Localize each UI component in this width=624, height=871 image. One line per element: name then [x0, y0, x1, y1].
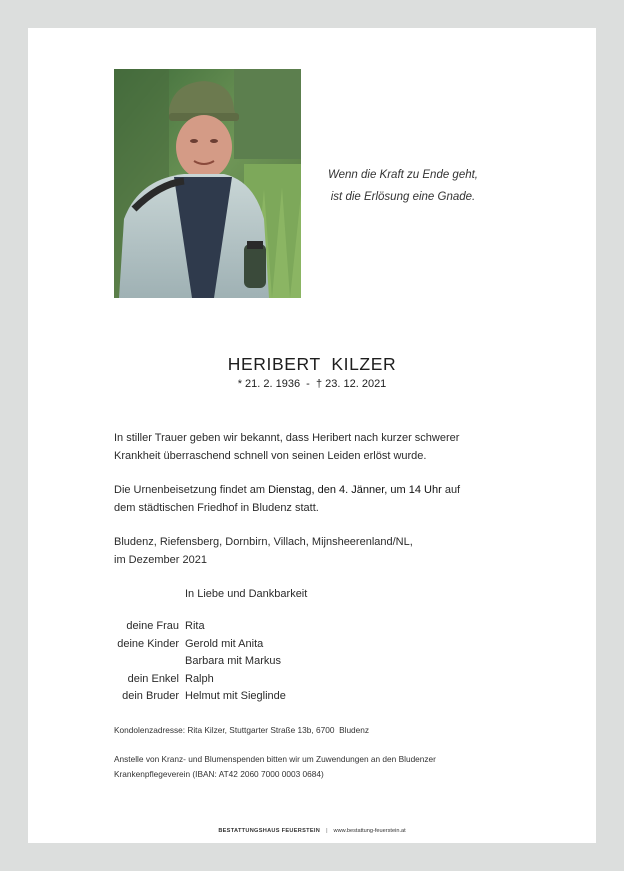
relative-names: Rita: [185, 620, 205, 632]
announcement-text: [114, 429, 459, 465]
relative-relation: dein Enkel: [127, 672, 179, 685]
relative-relation: [114, 653, 185, 671]
quote-line-2: ist die Erlösung eine Gnade.: [330, 191, 476, 203]
places-line-1: Bludenz, Riefensberg, Dornbirn, Villach, Mijnsheerenland/NL,: [114, 536, 413, 548]
relative-relation: deine Frau: [126, 620, 179, 632]
relative-row: [114, 618, 286, 636]
footer-separator: |: [326, 828, 328, 834]
places-text: [114, 533, 413, 569]
funeral-home-website: www.bestattung-feuerstein.at: [333, 828, 406, 834]
funeral-suffix: auf: [441, 484, 461, 496]
relative-names: Ralph: [185, 672, 214, 685]
funeral-line-1: [114, 481, 460, 499]
funeral-home-footer: [28, 828, 596, 834]
donation-line-1: Anstelle von Kranz- und Blumenspenden bitten wir um Zuwendungen an den Bludenzer: [114, 754, 436, 764]
quote-line-1: Wenn die Kraft zu Ende geht,: [327, 169, 479, 181]
announcement-line-2: Krankheit überraschend schnell von seinen Leiden erlöst wurde.: [114, 450, 427, 462]
relative-row: [114, 688, 286, 706]
announcement-line-1: In stiller Trauer geben wir bekannt, dass Heribert nach kurzer schwerer: [114, 432, 460, 444]
relative-row: [114, 636, 286, 654]
life-dates: * 21. 2. 1936 - † 23. 12. 2021: [237, 378, 387, 390]
portrait-photo: [114, 69, 301, 298]
relatives-list: [114, 618, 286, 706]
relative-names: Barbara mit Markus: [185, 655, 281, 668]
closing-text: In Liebe und Dankbarkeit: [185, 588, 308, 600]
donation-text: [114, 752, 436, 781]
obituary-card: [28, 28, 596, 843]
relative-names: Helmut mit Sieglinde: [185, 690, 286, 703]
deceased-name: HERIBERT KILZER: [227, 354, 397, 374]
relative-row: [114, 653, 286, 671]
relative-row: [114, 671, 286, 689]
condolence-address: Kondolenzadresse: Rita Kilzer, Stuttgarter Straße 13b, 6700 Bludenz: [114, 725, 370, 735]
donation-line-2: Krankenpflegeverein (IBAN: AT42 2060 7000 0003 0684): [114, 768, 324, 779]
funeral-home-name: BESTATTUNGSHAUS FEUERSTEIN: [218, 828, 321, 834]
funeral-line-2: dem städtischen Friedhof in Bludenz statt.: [114, 502, 319, 514]
relative-relation: deine Kinder: [117, 637, 179, 650]
funeral-date: Dienstag, den 4. Jänner, um 14 Uhr: [268, 484, 442, 496]
memorial-quote: [318, 164, 488, 208]
relative-relation: dein Bruder: [122, 690, 179, 703]
funeral-text: [114, 481, 460, 517]
relative-names: Gerold mit Anita: [185, 637, 264, 650]
places-line-2: im Dezember 2021: [114, 554, 207, 566]
funeral-prefix: Die Urnenbeisetzung findet am: [114, 484, 269, 496]
